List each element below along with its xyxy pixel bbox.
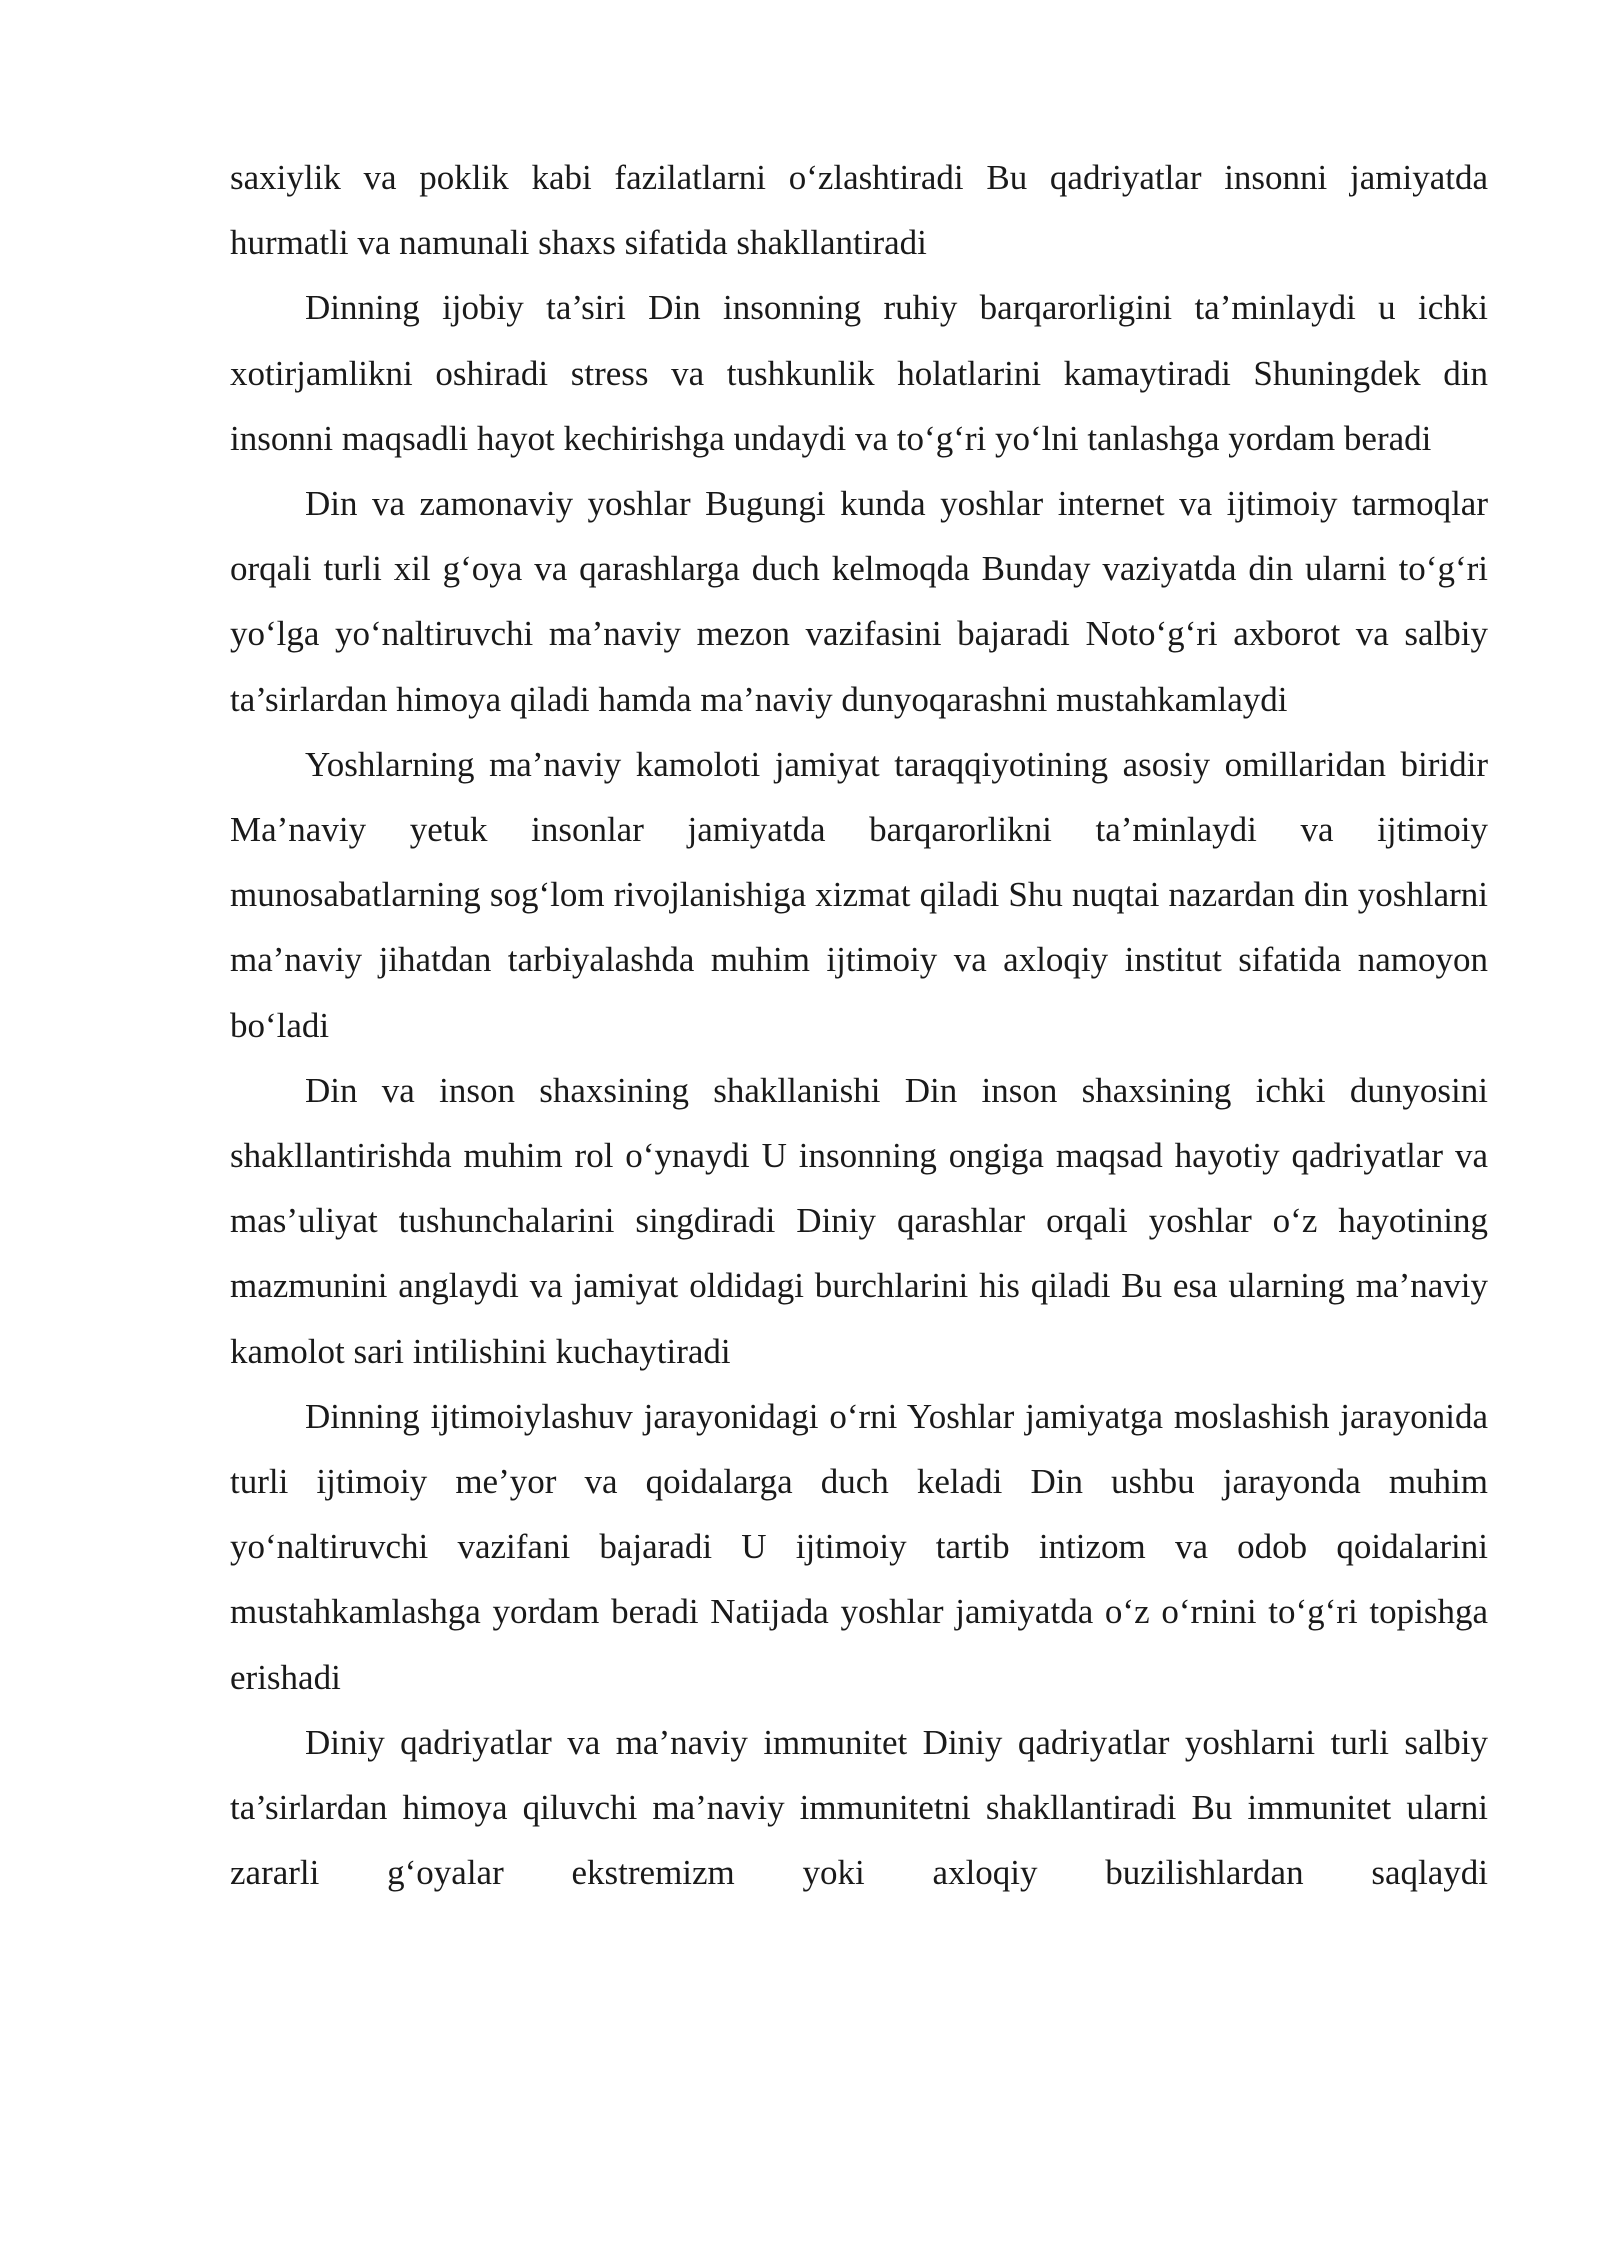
- paragraph-yoshlarning-manaviy-kamoloti: Yoshlarning ma’naviy kamoloti jamiyat taraqqiyotining asosiy omillaridan biridir Ma’naviy yetuk insonlar jamiyatda barqarorlikni ta’minlaydi va ijtimoiy munosabatlarning sog‘lom rivojlanishiga xizmat qiladi Shu nuqtai nazardan din yoshlarni ma’naviy jihatdan tarbiyalashda muhim ijtimoiy va axloqiy institut sifatida namoyon bo‘ladi: [230, 744, 1488, 1045]
- paragraph-din-va-zamonaviy-yoshlar: Din va zamonaviy yoshlar Bugungi kunda yoshlar internet va ijtimoiy tarmoqlar orqali turli xil g‘oya va qarashlarga duch kelmoqda Bunday vaziyatda din ularni to‘g‘ri yo‘lga yo‘naltiruvchi ma’naviy mezon vazifasini bajaradi Noto‘g‘ri axborot va salbiy ta’sirlardan himoya qiladi hamda ma’naviy dunyoqarashni mustahkamlaydi: [230, 484, 1488, 719]
- document-body: [230, 145, 1488, 1905]
- paragraph-dinning-ijobiy-tasiri: Dinning ijobiy ta’siri Din insonning ruhiy barqarorligini ta’minlaydi u ichki xotirjamlikni oshiradi stress va tushkunlik holatlarini kamaytiradi Shuningdek din insonni maqsadli hayot kechirishga undaydi va to‘g‘ri yo‘lni tanlashga yordam beradi: [230, 288, 1488, 458]
- paragraph-ijtimoiylashuv: Dinning ijtimoiylashuv jarayonidagi o‘rni Yoshlar jamiyatga moslashish jarayonida turli ijtimoiy me’yor va qoidalarga duch keladi Din ushbu jarayonda muhim yo‘naltiruvchi vazifani bajaradi U ijtimoiy tartib intizom va odob qoidalarini mustahkamlashga yordam beradi Natijada yoshlar jamiyatda o‘z o‘rnini to‘g‘ri topishga erishadi: [230, 1396, 1488, 1697]
- paragraph-din-va-inson-shaxsi: Din va inson shaxsining shakllanishi Din inson shaxsining ichki dunyosini shakllantirishda muhim rol o‘ynaydi U insonning ongiga maqsad hayotiy qadriyatlar va mas’uliyat tushunchalarini singdiradi Diniy qarashlar orqali yoshlar o‘z hayotining mazmunini anglaydi va jamiyat oldidagi burchlarini his qiladi Bu esa ularning ma’naviy kamolot sari intilishini kuchaytiradi: [230, 1070, 1488, 1371]
- paragraph-manaviy-immunitet: Diniy qadriyatlar va ma’naviy immunitet Diniy qadriyatlar yoshlarni turli salbiy ta’sirlardan himoya qiluvchi ma’naviy immunitetni shakllantiradi Bu immunitet ularni zararli g‘oyalar ekstremizm yoki axloqiy buzilishlardan saqlaydi: [230, 1722, 1488, 1893]
- paragraph-continuation: saxiylik va poklik kabi fazilatlarni o‘zlashtiradi Bu qadriyatlar insonni jamiyatda hurmatli va namunali shaxs sifatida shakllantiradi: [230, 158, 1488, 263]
